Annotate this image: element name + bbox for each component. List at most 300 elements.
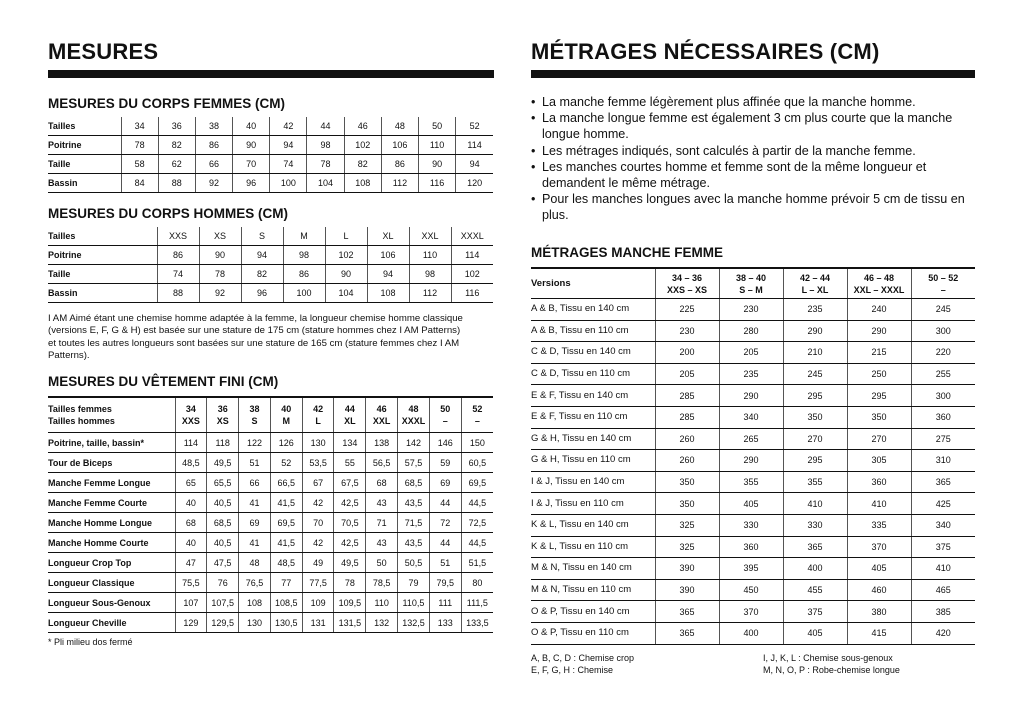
size-men: – xyxy=(442,416,448,426)
table-cell: XS xyxy=(199,227,241,246)
row-label: Manche Homme Courte xyxy=(48,533,175,553)
table-cell: 90 xyxy=(233,136,270,155)
table-cell: 375 xyxy=(911,536,975,558)
table-cell: 215 xyxy=(847,342,911,364)
size-men: – xyxy=(474,416,480,426)
table-cell: 410 xyxy=(847,493,911,515)
table-cell: 71 xyxy=(366,513,398,533)
table-cell: 260 xyxy=(655,428,719,450)
table-cell: 365 xyxy=(783,536,847,558)
size-range: 34 – 36 xyxy=(671,272,703,283)
table-cell: 77 xyxy=(270,573,302,593)
table-row xyxy=(531,622,975,644)
table-cell: 370 xyxy=(719,601,783,623)
table-cell: 94 xyxy=(456,155,493,174)
row-label: Manche Femme Courte xyxy=(48,493,175,513)
legend-item: E, F, G, H : Chemise xyxy=(531,665,614,675)
table-cell: 94 xyxy=(241,246,283,265)
table-cell: 131 xyxy=(302,613,334,633)
table-cell: 82 xyxy=(241,265,283,284)
fabric-requirements-table xyxy=(531,267,975,645)
table-cell: 65 xyxy=(175,473,207,493)
table-cell: 295 xyxy=(783,450,847,472)
table-cell: 58 xyxy=(121,155,158,174)
table-row xyxy=(48,473,493,493)
table-row xyxy=(531,320,975,342)
table-cell: 90 xyxy=(419,155,456,174)
table-cell: 102 xyxy=(325,246,367,265)
table-cell: 225 xyxy=(655,299,719,321)
table-cell: 130 xyxy=(302,433,334,453)
table-cell: 42 xyxy=(270,117,307,136)
table-cell: 110,5 xyxy=(398,593,430,613)
header-label xyxy=(48,397,175,433)
row-label: Taille xyxy=(48,155,121,174)
table-cell: 250 xyxy=(847,363,911,385)
size-range: 46 – 48 xyxy=(863,272,895,283)
table-cell: 235 xyxy=(783,299,847,321)
table-cell: 44,5 xyxy=(461,493,493,513)
table-row xyxy=(531,536,975,558)
table-cell: 41,5 xyxy=(270,533,302,553)
size-letters: XXL – XXXL xyxy=(853,284,905,295)
table-cell: 132,5 xyxy=(398,613,430,633)
table-cell: 69 xyxy=(429,473,461,493)
table-cell: XXS xyxy=(157,227,199,246)
table-cell: 370 xyxy=(847,536,911,558)
bullet-dot: • xyxy=(531,192,536,207)
table-cell: 310 xyxy=(911,450,975,472)
size-header xyxy=(847,268,911,299)
women-body-heading: MESURES DU CORPS FEMMES (CM) xyxy=(48,96,286,111)
table-cell: 120 xyxy=(456,174,493,193)
table-cell: 285 xyxy=(655,385,719,407)
size-header xyxy=(429,397,461,433)
header-row xyxy=(48,117,493,136)
row-label: Tailles xyxy=(48,227,157,246)
table-cell: 72 xyxy=(429,513,461,533)
stature-paragraph: I AM Aimé étant une chemise homme adaptée à la femme, la longueur chemise homme classique (versions E, F, G & H) est basée sur une stature de 175 cm (stature hommes chez I AM Patterns) et toutes les autres longueurs sont basées sur une stature de 165 cm (stature femmes chez I AM Patterns). xyxy=(48,313,463,361)
title-rule xyxy=(531,70,975,78)
table-cell: 220 xyxy=(911,342,975,364)
table-cell: 230 xyxy=(655,320,719,342)
table-row xyxy=(48,265,493,284)
table-cell: 38 xyxy=(195,117,232,136)
size-letters: XXS – XS xyxy=(666,284,708,295)
table-cell: 40 xyxy=(175,493,207,513)
table-cell: 76,5 xyxy=(239,573,271,593)
bullet-text: La manche femme légèrement plus affinée que la manche homme. xyxy=(542,95,916,109)
table-cell: 305 xyxy=(847,450,911,472)
table-cell: 340 xyxy=(911,514,975,536)
table-cell: 80 xyxy=(461,573,493,593)
table-cell: 126 xyxy=(270,433,302,453)
table-cell: 280 xyxy=(719,320,783,342)
table-cell: 51 xyxy=(239,453,271,473)
table-cell: 65,5 xyxy=(207,473,239,493)
table-cell: 360 xyxy=(847,471,911,493)
row-label: Longueur Sous-Genoux xyxy=(48,593,175,613)
row-label: Tailles xyxy=(48,117,121,136)
table-cell: 405 xyxy=(783,622,847,644)
table-cell: 108 xyxy=(344,174,381,193)
table-row xyxy=(48,613,493,633)
table-row xyxy=(48,136,493,155)
table-cell: 400 xyxy=(783,558,847,580)
table-cell: 36 xyxy=(158,117,195,136)
table-cell: 66 xyxy=(195,155,232,174)
table-cell: 118 xyxy=(207,433,239,453)
size-header xyxy=(207,397,239,433)
table-cell: 260 xyxy=(655,450,719,472)
table-cell: 108,5 xyxy=(270,593,302,613)
table-cell: 86 xyxy=(381,155,418,174)
table-cell: 106 xyxy=(381,136,418,155)
table-cell: 42 xyxy=(302,493,334,513)
table-cell: 40 xyxy=(233,117,270,136)
table-row xyxy=(48,284,493,303)
table-cell: 109,5 xyxy=(334,593,366,613)
header-row xyxy=(48,227,493,246)
table-cell: 107 xyxy=(175,593,207,613)
table-cell: 104 xyxy=(307,174,344,193)
table-row xyxy=(48,533,493,553)
size-men: XL xyxy=(344,416,356,426)
table-cell: 84 xyxy=(121,174,158,193)
table-cell: 48,5 xyxy=(270,553,302,573)
version-label: A & B, Tissu en 140 cm xyxy=(531,299,655,321)
table-cell: 300 xyxy=(911,385,975,407)
table-row xyxy=(531,493,975,515)
row-label: Poitrine, taille, bassin* xyxy=(48,433,175,453)
table-cell: 67 xyxy=(302,473,334,493)
table-cell: 70 xyxy=(302,513,334,533)
table-row xyxy=(531,558,975,580)
size-women: 36 xyxy=(217,404,228,414)
version-label: G & H, Tissu en 140 cm xyxy=(531,428,655,450)
table-cell: 40,5 xyxy=(207,493,239,513)
table-cell: M xyxy=(283,227,325,246)
table-cell: 46 xyxy=(344,117,381,136)
size-women: 50 xyxy=(440,404,451,414)
bullet-text: La manche longue femme est également 3 cm plus courte que la manche longue homme. xyxy=(542,111,953,142)
legend-left xyxy=(531,652,634,676)
size-header xyxy=(334,397,366,433)
legend-item: I, J, K, L : Chemise sous-genoux xyxy=(763,653,893,663)
table-row xyxy=(48,513,493,533)
table-cell: 425 xyxy=(911,493,975,515)
table-cell: 69,5 xyxy=(270,513,302,533)
table-cell: 100 xyxy=(283,284,325,303)
table-cell: XXL xyxy=(409,227,451,246)
row-label: Poitrine xyxy=(48,136,121,155)
table-cell: 52 xyxy=(270,453,302,473)
header-label-men: Tailles hommes xyxy=(48,416,115,426)
table-cell: 111 xyxy=(429,593,461,613)
table-cell: XXXL xyxy=(451,227,493,246)
version-label: I & J, Tissu en 140 cm xyxy=(531,471,655,493)
table-cell: 290 xyxy=(847,320,911,342)
row-label: Manche Homme Longue xyxy=(48,513,175,533)
header-row xyxy=(531,268,975,299)
table-row xyxy=(531,342,975,364)
table-cell: 270 xyxy=(847,428,911,450)
table-cell: 460 xyxy=(847,579,911,601)
size-letters: S – M xyxy=(739,284,763,295)
table-row xyxy=(48,593,493,613)
table-cell: 275 xyxy=(911,428,975,450)
table-cell: 265 xyxy=(719,428,783,450)
table-cell: 130,5 xyxy=(270,613,302,633)
table-cell: 98 xyxy=(409,265,451,284)
table-cell: 111,5 xyxy=(461,593,493,613)
size-men: XXS xyxy=(181,416,200,426)
size-header xyxy=(398,397,430,433)
table-cell: 44 xyxy=(429,493,461,513)
table-cell: 285 xyxy=(655,406,719,428)
table-cell: 55 xyxy=(334,453,366,473)
table-cell: 290 xyxy=(719,385,783,407)
table-cell: 405 xyxy=(719,493,783,515)
version-label: K & L, Tissu en 140 cm xyxy=(531,514,655,536)
table-cell: 41 xyxy=(239,493,271,513)
table-cell: 235 xyxy=(719,363,783,385)
row-label: Longueur Cheville xyxy=(48,613,175,633)
men-body-table xyxy=(48,227,493,303)
table-cell: 40 xyxy=(175,533,207,553)
table-cell: 69 xyxy=(239,513,271,533)
table-cell: 205 xyxy=(655,363,719,385)
size-men: XS xyxy=(216,416,229,426)
row-label: Bassin xyxy=(48,284,157,303)
size-letters: – xyxy=(940,284,946,295)
table-row xyxy=(531,428,975,450)
table-cell: 400 xyxy=(719,622,783,644)
table-cell: 96 xyxy=(233,174,270,193)
table-cell: 365 xyxy=(655,601,719,623)
table-cell: 59 xyxy=(429,453,461,473)
table-cell: 410 xyxy=(783,493,847,515)
table-cell: 108 xyxy=(367,284,409,303)
notes-list xyxy=(531,94,971,224)
table-row xyxy=(531,601,975,623)
table-cell: 350 xyxy=(655,471,719,493)
table-cell: 325 xyxy=(655,514,719,536)
table-cell: 112 xyxy=(381,174,418,193)
table-cell: 360 xyxy=(911,406,975,428)
table-row xyxy=(531,471,975,493)
table-cell: 47 xyxy=(175,553,207,573)
row-label: Manche Femme Longue xyxy=(48,473,175,493)
table-row xyxy=(48,433,493,453)
table-cell: 41 xyxy=(239,533,271,553)
size-women: 38 xyxy=(249,404,260,414)
table-cell: 92 xyxy=(195,174,232,193)
table-row xyxy=(531,299,975,321)
table-cell: 94 xyxy=(367,265,409,284)
table-cell: 57,5 xyxy=(398,453,430,473)
table-cell: 56,5 xyxy=(366,453,398,473)
size-women: 42 xyxy=(313,404,324,414)
table-cell: 420 xyxy=(911,622,975,644)
table-row xyxy=(531,363,975,385)
header-row xyxy=(48,397,493,433)
table-cell: 130 xyxy=(239,613,271,633)
table-cell: 79 xyxy=(398,573,430,593)
table-cell: 68,5 xyxy=(398,473,430,493)
table-cell: 42 xyxy=(302,533,334,553)
size-range: 38 – 40 xyxy=(735,272,767,283)
table-cell: 129 xyxy=(175,613,207,633)
version-label: A & B, Tissu en 110 cm xyxy=(531,320,655,342)
bullet-text: Les métrages indiqués, sont calculés à partir de la manche femme. xyxy=(542,143,916,158)
table-cell: 116 xyxy=(419,174,456,193)
bullet-dot: • xyxy=(531,95,536,109)
table-row xyxy=(531,579,975,601)
table-cell: 68 xyxy=(366,473,398,493)
size-women: 40 xyxy=(281,404,292,414)
table-cell: 78 xyxy=(307,155,344,174)
table-cell: 380 xyxy=(847,601,911,623)
table-cell: 270 xyxy=(783,428,847,450)
table-cell: 42,5 xyxy=(334,533,366,553)
table-cell: 53,5 xyxy=(302,453,334,473)
table-cell: 210 xyxy=(783,342,847,364)
table-cell: 106 xyxy=(367,246,409,265)
list-item xyxy=(531,110,971,142)
table-cell: 360 xyxy=(719,536,783,558)
table-cell: 43 xyxy=(366,533,398,553)
table-cell: 50 xyxy=(419,117,456,136)
table-cell: 114 xyxy=(456,136,493,155)
table-cell: 290 xyxy=(719,450,783,472)
table-row xyxy=(48,453,493,473)
version-label: G & H, Tissu en 110 cm xyxy=(531,450,655,472)
table-cell: 450 xyxy=(719,579,783,601)
table-cell: 44,5 xyxy=(461,533,493,553)
table-cell: 350 xyxy=(783,406,847,428)
table-cell: 34 xyxy=(121,117,158,136)
table-cell: 74 xyxy=(270,155,307,174)
table-cell: 90 xyxy=(199,246,241,265)
table-cell: 365 xyxy=(655,622,719,644)
legend-item: M, N, O, P : Robe-chemise longue xyxy=(763,665,900,675)
size-header xyxy=(239,397,271,433)
version-label: E & F, Tissu en 110 cm xyxy=(531,406,655,428)
row-label: Longueur Classique xyxy=(48,573,175,593)
table-cell: 78 xyxy=(199,265,241,284)
table-cell: 240 xyxy=(847,299,911,321)
size-letters: L – XL xyxy=(801,284,829,295)
size-men: XXL xyxy=(372,416,391,426)
version-label: E & F, Tissu en 140 cm xyxy=(531,385,655,407)
size-women: 48 xyxy=(408,404,419,414)
table-cell: 295 xyxy=(783,385,847,407)
table-cell: 100 xyxy=(270,174,307,193)
size-range: 50 – 52 xyxy=(928,272,959,283)
table-cell: 70 xyxy=(233,155,270,174)
table-cell: 72,5 xyxy=(461,513,493,533)
size-header xyxy=(302,397,334,433)
table-row xyxy=(48,493,493,513)
table-cell: 48 xyxy=(381,117,418,136)
size-header xyxy=(461,397,493,433)
table-cell: 43,5 xyxy=(398,493,430,513)
table-cell: 410 xyxy=(911,558,975,580)
table-cell: 245 xyxy=(783,363,847,385)
table-cell: 70,5 xyxy=(334,513,366,533)
table-cell: 88 xyxy=(157,284,199,303)
size-header xyxy=(911,268,975,299)
table-cell: 49,5 xyxy=(207,453,239,473)
version-label: C & D, Tissu en 140 cm xyxy=(531,342,655,364)
page-title-fabric: MÉTRAGES NÉCESSAIRES (CM) xyxy=(531,39,880,64)
table-cell: 50,5 xyxy=(398,553,430,573)
table-cell: 405 xyxy=(847,558,911,580)
table-cell: 50 xyxy=(366,553,398,573)
table-cell: 102 xyxy=(451,265,493,284)
table-cell: 52 xyxy=(456,117,493,136)
title-rule xyxy=(48,70,494,78)
table-cell: 350 xyxy=(655,493,719,515)
size-range: 42 – 44 xyxy=(799,272,831,283)
table-cell: 79,5 xyxy=(429,573,461,593)
table-cell: 375 xyxy=(783,601,847,623)
size-header xyxy=(719,268,783,299)
table-cell: 102 xyxy=(344,136,381,155)
table-cell: 62 xyxy=(158,155,195,174)
row-label: Taille xyxy=(48,265,157,284)
table-cell: 44 xyxy=(429,533,461,553)
table-row xyxy=(48,553,493,573)
table-cell: 74 xyxy=(157,265,199,284)
table-cell: 205 xyxy=(719,342,783,364)
table-cell: L xyxy=(325,227,367,246)
bullet-text: Les manches courtes homme et femme sont de la même longueur et demandent le même métrage. xyxy=(542,159,927,191)
table-cell: 98 xyxy=(283,246,325,265)
table-cell: 66,5 xyxy=(270,473,302,493)
version-label: O & P, Tissu en 110 cm xyxy=(531,622,655,644)
table-cell: 82 xyxy=(158,136,195,155)
table-cell: 133 xyxy=(429,613,461,633)
version-label: C & D, Tissu en 110 cm xyxy=(531,363,655,385)
list-item xyxy=(531,159,971,191)
table-cell: 335 xyxy=(847,514,911,536)
version-label: M & N, Tissu en 140 cm xyxy=(531,558,655,580)
version-label: K & L, Tissu en 110 cm xyxy=(531,536,655,558)
fabric-heading: MÉTRAGES MANCHE FEMME xyxy=(531,245,723,260)
table-cell: 325 xyxy=(655,536,719,558)
table-cell: 68 xyxy=(175,513,207,533)
size-header xyxy=(783,268,847,299)
table-cell: 49 xyxy=(302,553,334,573)
table-cell: 48 xyxy=(239,553,271,573)
size-header xyxy=(175,397,207,433)
men-body-heading: MESURES DU CORPS HOMMES (CM) xyxy=(48,206,289,221)
table-cell: 110 xyxy=(409,246,451,265)
table-cell: 51 xyxy=(429,553,461,573)
table-cell: 98 xyxy=(307,136,344,155)
table-cell: 43 xyxy=(366,493,398,513)
table-cell: 300 xyxy=(911,320,975,342)
table-cell: 77,5 xyxy=(302,573,334,593)
list-item xyxy=(531,191,971,223)
version-label: M & N, Tissu en 110 cm xyxy=(531,579,655,601)
list-item xyxy=(531,94,971,110)
bullet-text: Pour les manches longues avec la manche homme prévoir 5 cm de tissu en plus. xyxy=(542,192,965,223)
table-cell: 245 xyxy=(911,299,975,321)
table-cell: XL xyxy=(367,227,409,246)
